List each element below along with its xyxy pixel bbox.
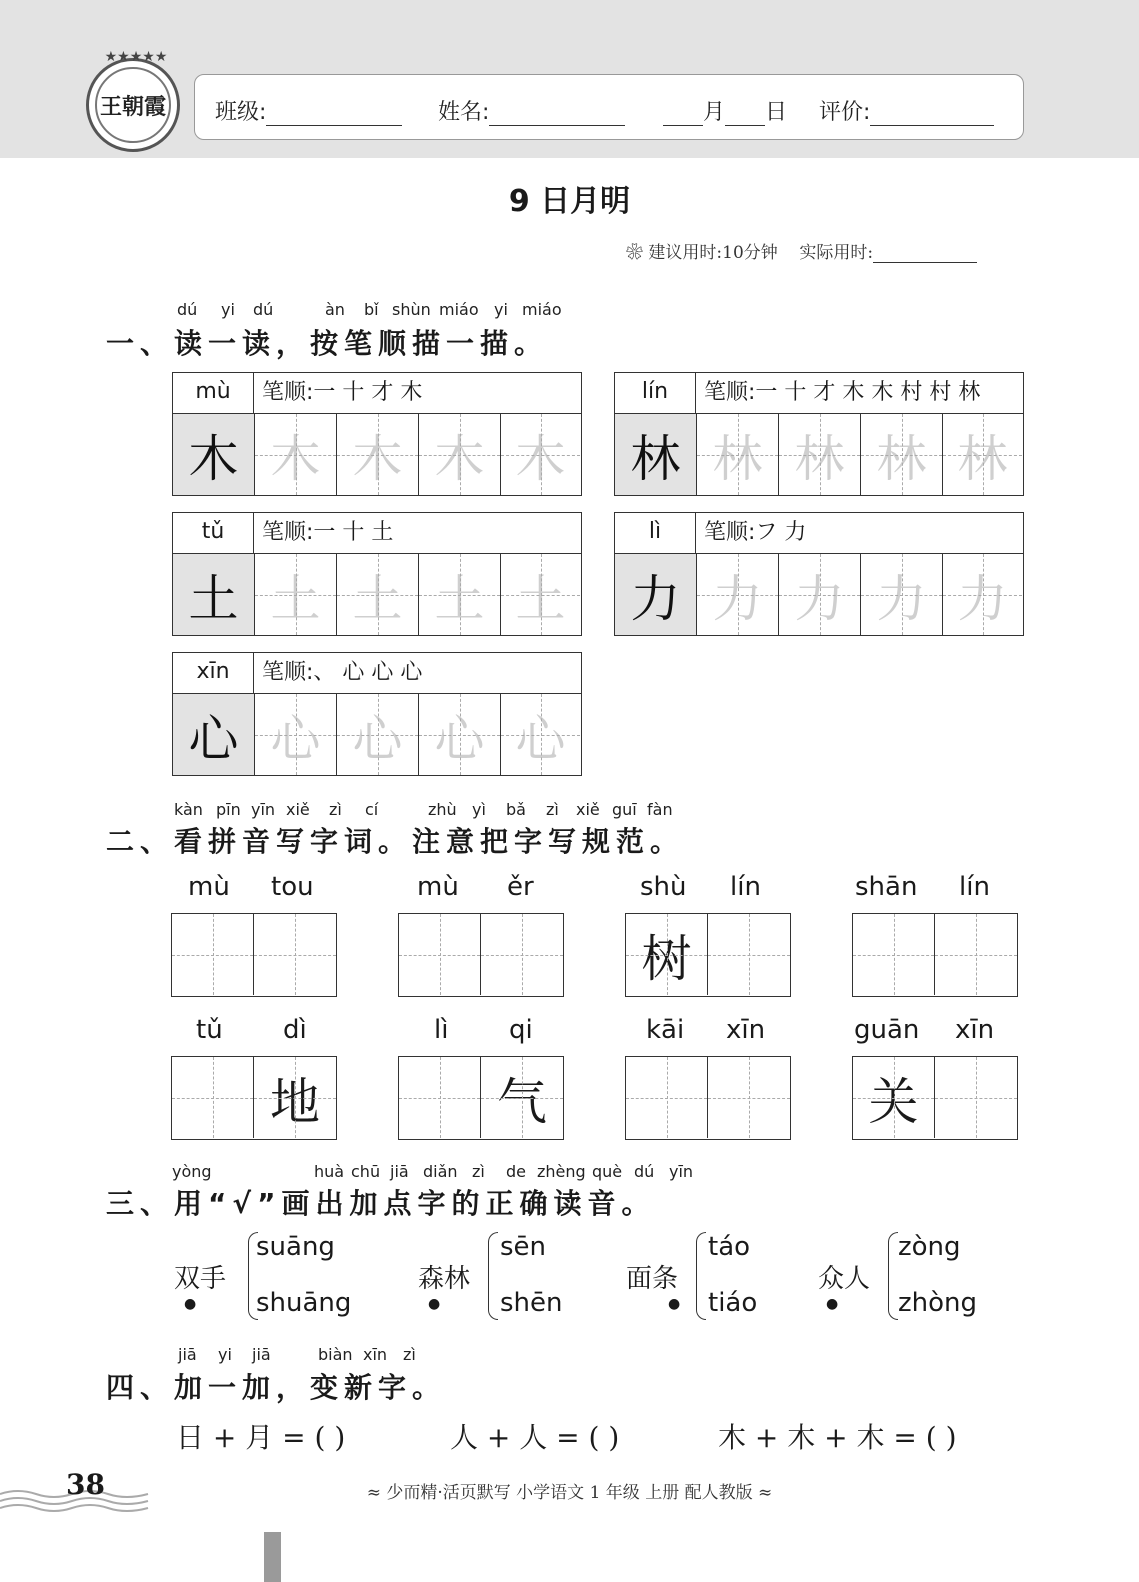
emphasis-dot: ● (428, 1296, 441, 1312)
brace (488, 1232, 498, 1320)
word-writing-box[interactable] (398, 913, 564, 997)
section1-title: 一、读一读，按笔顺描一描。 (106, 327, 549, 360)
pinyin: jiā (178, 1345, 197, 1364)
stroke-card (172, 372, 582, 496)
word-pinyin: mù (417, 872, 459, 902)
word-pinyin: mù (188, 872, 230, 902)
pinyin: yīn (669, 1162, 694, 1181)
card-strokes: 笔顺:フ 力 (696, 513, 1023, 554)
trace-cell[interactable]: 土 (255, 554, 337, 635)
word-writing-box[interactable]: 树 (625, 913, 791, 997)
name-field[interactable] (489, 103, 625, 126)
pinyin: biàn (318, 1345, 353, 1364)
choice-word: 面条 (626, 1264, 679, 1294)
day-label: 日 (765, 100, 788, 125)
star-icon: ★★★★★ (104, 49, 168, 65)
pinyin: kàn (174, 800, 203, 819)
actual-time-field[interactable] (873, 246, 977, 263)
card-pinyin: mù (173, 373, 254, 414)
pinyin-option[interactable]: zhòng (898, 1288, 978, 1318)
trace-cell[interactable]: 土 (501, 554, 580, 635)
model-char: 土 (173, 554, 255, 635)
card-strokes: 笔顺:、 心 心 心 (254, 653, 581, 694)
binding-mark (264, 1532, 281, 1582)
word-writing-box[interactable] (171, 913, 337, 997)
pinyin: què (592, 1162, 623, 1181)
word-pinyin: xīn (726, 1015, 766, 1045)
pinyin: chū (351, 1162, 381, 1181)
student-info-box (194, 74, 1024, 140)
eval-field[interactable] (870, 103, 994, 126)
word-pinyin: qi (509, 1015, 533, 1045)
card-pinyin: lín (615, 373, 696, 414)
emphasis-dot: ● (184, 1296, 197, 1312)
suggested-time: 建议用时:10分钟 (648, 243, 778, 263)
trace-cell[interactable]: 心 (255, 694, 337, 775)
pinyin: yì (472, 800, 486, 819)
pinyin: zì (472, 1162, 485, 1181)
name-label: 姓名: (438, 100, 490, 125)
pinyin: dú (634, 1162, 655, 1181)
word-writing-box[interactable]: 关 (852, 1056, 1018, 1140)
trace-cell[interactable]: 力 (697, 554, 779, 635)
page-number: 38 (66, 1468, 105, 1501)
choice-word: 森林 (418, 1264, 471, 1294)
trace-cell[interactable]: 林 (779, 414, 861, 495)
pinyin: diǎn (423, 1162, 458, 1181)
model-char: 木 (173, 414, 255, 495)
section1-pinyin (0, 300, 1139, 320)
card-pinyin: lì (615, 513, 696, 554)
word-pinyin: dì (283, 1015, 307, 1045)
time-hint (626, 238, 977, 263)
pinyin-option[interactable]: zòng (898, 1232, 961, 1262)
month-field[interactable] (663, 103, 703, 126)
pinyin: bǎ (506, 800, 526, 819)
pinyin-option[interactable]: sēn (500, 1232, 547, 1262)
month-label: 月 (703, 100, 726, 125)
trace-cell[interactable]: 心 (419, 694, 501, 775)
pinyin: xiě (576, 800, 600, 819)
class-label: 班级: (215, 100, 267, 125)
emphasis-dot: ● (826, 1296, 839, 1312)
trace-cell[interactable]: 林 (697, 414, 779, 495)
pinyin: huà (314, 1162, 345, 1181)
pinyin: shùn (392, 300, 431, 319)
card-pinyin: xīn (173, 653, 254, 694)
word-pinyin: tǔ (196, 1015, 223, 1045)
pinyin-option[interactable]: shēn (500, 1288, 563, 1318)
pinyin: yi (218, 1345, 232, 1364)
word-writing-box[interactable] (625, 1056, 791, 1140)
word-pinyin: kāi (646, 1015, 685, 1045)
model-char: 心 (173, 694, 255, 775)
pinyin: xīn (363, 1345, 388, 1364)
pinyin: jiā (390, 1162, 409, 1181)
equation[interactable]: 木 + 木 + 木 = ( ) (718, 1421, 957, 1454)
choice-word: 众人 (818, 1264, 871, 1294)
trace-cell[interactable]: 林 (861, 414, 943, 495)
pinyin: fàn (647, 800, 673, 819)
pinyin: àn (325, 300, 345, 319)
class-field[interactable] (266, 103, 402, 126)
word-pinyin: guān (854, 1015, 920, 1045)
pinyin: zì (403, 1345, 416, 1364)
actual-time-label: 实际用时: (799, 243, 874, 263)
trace-cell[interactable]: 心 (337, 694, 419, 775)
day-field[interactable] (725, 103, 765, 126)
publisher-logo (86, 49, 180, 152)
stroke-card (614, 512, 1024, 636)
trace-cell[interactable]: 心 (501, 694, 580, 775)
brace (888, 1232, 898, 1320)
emphasis-dot: ● (668, 1296, 681, 1312)
word-pinyin: shān (855, 872, 918, 902)
choice-word: 双手 (174, 1264, 227, 1294)
trace-cell[interactable]: 木 (501, 414, 580, 495)
section2-pinyin (0, 800, 1139, 820)
pinyin: zhèng (537, 1162, 586, 1181)
footer-text: ≈ 少而精·活页默写 小学语文 1 年级 上册 配人教版 ≈ (366, 1483, 773, 1503)
pinyin-option[interactable]: suāng (256, 1232, 335, 1262)
model-char: 林 (615, 414, 697, 495)
pinyin-option[interactable]: tiáo (708, 1288, 758, 1318)
pinyin: yīn (251, 800, 276, 819)
trace-cell[interactable]: 力 (779, 554, 861, 635)
stroke-card (172, 512, 582, 636)
trace-cell[interactable]: 木 (419, 414, 501, 495)
trace-cell[interactable]: 木 (337, 414, 419, 495)
word-pinyin: lín (959, 872, 990, 902)
stroke-card (172, 652, 582, 776)
brace (696, 1232, 706, 1320)
pinyin: miáo (439, 300, 479, 319)
word-pinyin: lì (434, 1015, 449, 1045)
pinyin: zì (546, 800, 559, 819)
pinyin: dú (177, 300, 198, 319)
pinyin: dú (253, 300, 274, 319)
word-writing-box[interactable]: 地 (171, 1056, 337, 1140)
pinyin: miáo (522, 300, 562, 319)
card-strokes: 笔顺:一 十 才 木 (254, 373, 581, 414)
pinyin: zhù (428, 800, 457, 819)
section4-pinyin (0, 1345, 1139, 1365)
trace-cell[interactable]: 力 (861, 554, 943, 635)
card-strokes: 笔顺:一 十 才 木 木 村 村 林 (696, 373, 1023, 414)
page-title: 9 日月明 (508, 184, 631, 219)
pinyin: jiā (252, 1345, 271, 1364)
word-pinyin: xīn (955, 1015, 995, 1045)
pinyin: pīn (216, 800, 241, 819)
flower-icon: ❀ (626, 243, 643, 263)
trace-cell[interactable]: 林 (943, 414, 1022, 495)
pinyin: de (506, 1162, 526, 1181)
section2-title: 二、看拼音写字词。注意把字写规范。 (106, 825, 685, 858)
word-pinyin: ěr (507, 872, 534, 902)
pinyin: zì (329, 800, 342, 819)
section4-title: 四、加一加，变新字。 (106, 1371, 447, 1404)
pinyin-option[interactable]: shuāng (256, 1288, 352, 1318)
word-pinyin: shù (640, 872, 687, 902)
trace-cell[interactable]: 力 (943, 554, 1022, 635)
stroke-card (614, 372, 1024, 496)
pinyin: cí (365, 800, 379, 819)
pinyin: guī (612, 800, 637, 819)
pinyin-option[interactable]: táo (708, 1232, 751, 1262)
word-writing-box[interactable] (852, 913, 1018, 997)
word-pinyin: lín (730, 872, 761, 902)
trace-cell[interactable]: 土 (337, 554, 419, 635)
pinyin: yi (494, 300, 508, 319)
section3-pinyin (0, 1162, 1139, 1182)
section3-title: 三、用“√”画出加点字的正确读音。 (106, 1187, 656, 1220)
trace-cell[interactable]: 木 (255, 414, 337, 495)
card-pinyin: tǔ (173, 513, 254, 554)
pinyin: bǐ (364, 300, 379, 319)
pinyin: yi (221, 300, 235, 319)
logo-text: 王朝霞 (99, 93, 166, 120)
word-writing-box[interactable]: 气 (398, 1056, 564, 1140)
equation[interactable]: 人 + 人 = ( ) (450, 1421, 620, 1454)
card-strokes: 笔顺:一 十 土 (254, 513, 581, 554)
equation[interactable]: 日 + 月 = ( ) (176, 1421, 346, 1454)
word-pinyin: tou (271, 872, 314, 902)
eval-label: 评价: (819, 100, 871, 125)
pinyin: yòng (172, 1162, 212, 1181)
trace-cell[interactable]: 土 (419, 554, 501, 635)
pinyin: xiě (286, 800, 310, 819)
model-char: 力 (615, 554, 697, 635)
